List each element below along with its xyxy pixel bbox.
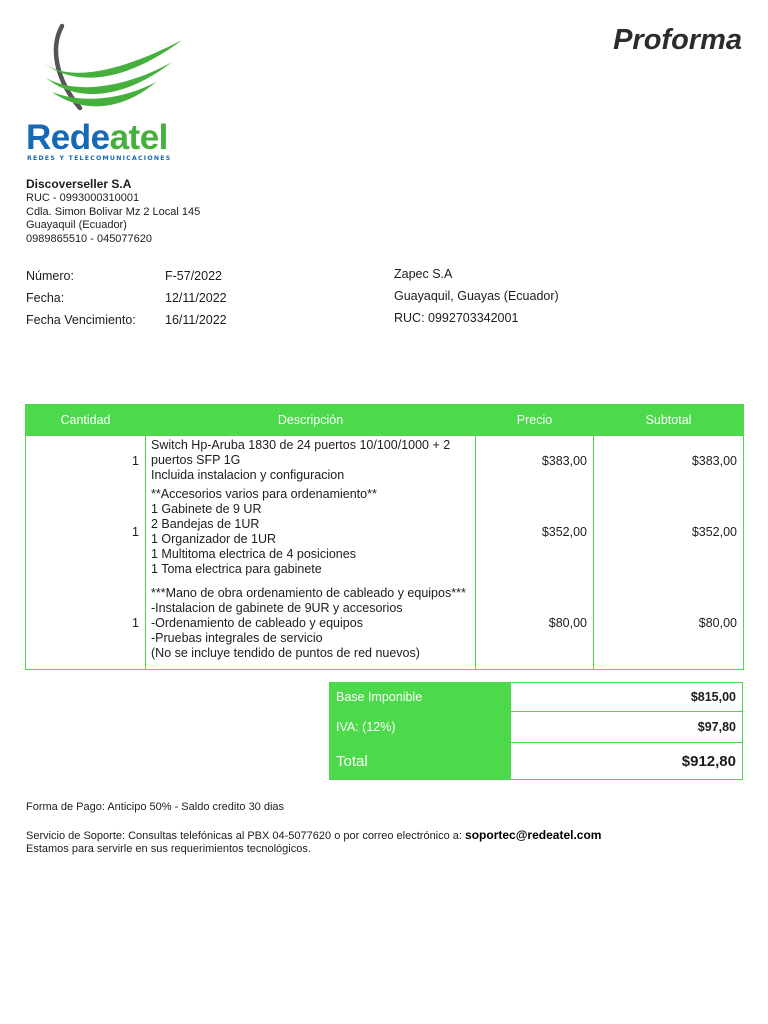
iva-value: $97,80 — [511, 712, 743, 743]
table-row — [26, 486, 744, 578]
document-title: Proforma — [613, 24, 742, 56]
payment-terms: Forma de Pago: Anticipo 50% - Saldo credito 30 dias — [26, 801, 285, 813]
meta-label: Número: — [26, 269, 74, 283]
client-info — [394, 266, 559, 332]
totals-row-iva — [330, 712, 743, 743]
cell-price: $383,00 — [476, 436, 594, 486]
company-ruc: RUC - 0993000310001 — [26, 192, 140, 204]
desc-line: **Accesorios varios para ordenamiento** — [151, 486, 377, 501]
meta-value: 12/11/2022 — [165, 291, 227, 305]
meta-value: F-57/2022 — [165, 269, 222, 283]
meta-label: Fecha: — [26, 291, 65, 305]
header-description: Descripción — [146, 405, 476, 436]
meta-number — [26, 268, 227, 290]
table-row — [26, 578, 744, 670]
client-name: Zapec S.A — [394, 267, 453, 281]
cell-price: $352,00 — [476, 486, 594, 578]
totals-table — [329, 682, 743, 780]
client-location: Guayaquil, Guayas (Ecuador) — [394, 289, 559, 303]
meta-label: Fecha Vencimiento: — [26, 313, 136, 327]
document-meta — [26, 268, 227, 334]
brand-name: Redeatel — [26, 118, 168, 157]
brand-tagline: REDES Y TELECOMUNICACIONES — [27, 155, 172, 162]
cell-quantity: 1 — [26, 436, 146, 486]
total-value: $912,80 — [511, 743, 743, 780]
cell-subtotal: $80,00 — [594, 578, 744, 670]
cell-subtotal: $352,00 — [594, 486, 744, 578]
cell-description — [146, 436, 476, 486]
desc-line: -Pruebas integrales de servicio — [151, 630, 323, 645]
company-address: Cdla. Simon Bolivar Mz 2 Local 145 — [26, 205, 201, 218]
client-ruc: RUC: 0992703342001 — [394, 311, 519, 325]
meta-due-date — [26, 312, 227, 334]
support-email-link[interactable]: soportec@redeatel.com — [465, 828, 602, 842]
company-phones: 0989865510 - 045077620 — [26, 232, 153, 245]
totals-row-base — [330, 683, 743, 712]
support-info — [26, 828, 601, 842]
table-row — [26, 436, 744, 486]
desc-line: Incluida instalacion y configuracion — [151, 468, 345, 483]
desc-line: 1 Organizador de 1UR — [151, 531, 277, 546]
items-table — [25, 404, 744, 670]
desc-line: (No se incluye tendido de puntos de red nuevos) — [151, 645, 420, 660]
header-price: Precio — [476, 405, 594, 436]
totals-row-total — [330, 743, 743, 780]
company-info — [26, 177, 200, 246]
header-subtotal: Subtotal — [594, 405, 744, 436]
desc-line: 1 Toma electrica para gabinete — [151, 561, 322, 576]
header-quantity: Cantidad — [26, 405, 146, 436]
cell-quantity: 1 — [26, 486, 146, 578]
company-logo — [22, 22, 187, 167]
cell-description — [146, 486, 476, 578]
swoosh-logo-icon — [22, 22, 187, 117]
cell-subtotal: $383,00 — [594, 436, 744, 486]
iva-label: IVA: (12%) — [330, 712, 511, 743]
desc-line: -Instalacion de gabinete de 9UR y accesorios — [151, 600, 403, 615]
desc-line: 1 Gabinete de 9 UR — [151, 501, 262, 516]
cell-quantity: 1 — [26, 578, 146, 670]
meta-date — [26, 290, 227, 312]
company-city: Guayaquil (Ecuador) — [26, 219, 127, 231]
closing-note: Estamos para servirle en sus requerimientos tecnológicos. — [26, 843, 311, 855]
company-name: Discoverseller S.A — [26, 177, 132, 191]
support-text: Servicio de Soporte: Consultas telefónicas al PBX 04-5077620 o por correo electrónico a: — [26, 830, 466, 842]
total-label: Total — [330, 743, 511, 780]
base-label: Base Imponible — [330, 683, 511, 712]
base-value: $815,00 — [511, 683, 743, 712]
desc-line: Switch Hp-Aruba 1830 de 24 puertos 10/100/1000 + 2 puertos SFP 1G — [151, 438, 451, 468]
table-header-row — [26, 405, 744, 436]
cell-description — [146, 578, 476, 670]
desc-line: -Ordenamiento de cableado y equipos — [151, 615, 363, 630]
desc-line: ***Mano de obra ordenamiento de cableado y equipos*** — [151, 585, 466, 600]
desc-line: 1 Multitoma electrica de 4 posiciones — [151, 546, 356, 561]
meta-value: 16/11/2022 — [165, 313, 227, 327]
desc-line: 2 Bandejas de 1UR — [151, 516, 260, 531]
cell-price: $80,00 — [476, 578, 594, 670]
